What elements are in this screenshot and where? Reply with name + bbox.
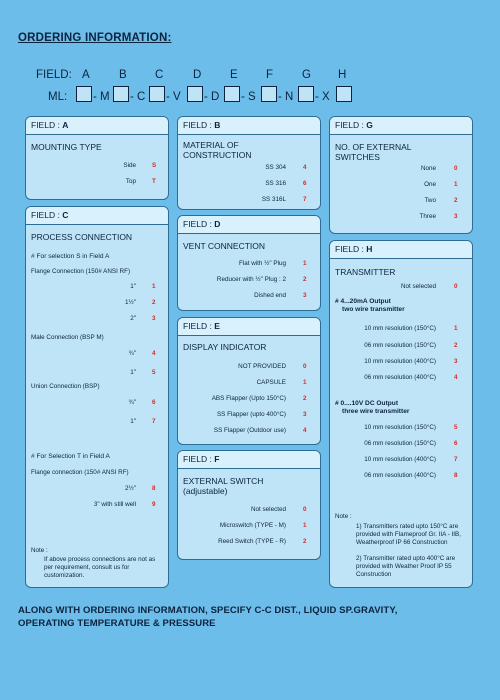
- field-letter: E: [230, 69, 238, 81]
- option-code: 1: [303, 522, 307, 529]
- option-code: S: [152, 162, 157, 169]
- code-box-f[interactable]: [261, 86, 277, 102]
- option-code: 2: [454, 342, 458, 349]
- field-g-title: NO. OF EXTERNAL SWITCHES: [335, 142, 412, 162]
- field-h-title: TRANSMITTER: [335, 267, 396, 277]
- option-code: 7: [303, 196, 307, 203]
- field-g-card: FIELD : G NO. OF EXTERNAL SWITCHES None 0 One 1 Two 2 Three 3: [329, 116, 473, 234]
- option-code: 8: [152, 485, 156, 492]
- code-box-d[interactable]: [187, 86, 203, 102]
- note-label: Note :: [31, 547, 48, 554]
- selection-s-heading: # For selection S in Field A: [31, 253, 110, 260]
- field-letter: C: [155, 69, 164, 81]
- selection-t-heading: # For Selection T in Field A: [31, 453, 110, 460]
- option-code: 3: [303, 411, 307, 418]
- option-code: 1: [152, 283, 156, 290]
- option-code: 9: [152, 501, 156, 508]
- note-text: 1) Transmitters rated upto 150°C are provided with Flameproof Gr. IIA - IIB, Weatherproof IP 66 Construction: [356, 523, 461, 546]
- option-code: 2: [303, 538, 307, 545]
- option-code: 6: [303, 180, 307, 187]
- code-box-a[interactable]: [76, 86, 92, 102]
- flange-heading: Flange Connection (150# ANSI RF): [31, 268, 131, 275]
- option-code: 2: [303, 276, 307, 283]
- union-heading: Union Connection (BSP): [31, 383, 100, 390]
- page-title: ORDERING INFORMATION:: [18, 32, 172, 44]
- option-code: 0: [303, 506, 307, 513]
- field-letter: F: [266, 69, 274, 81]
- option-code: 2: [152, 299, 156, 306]
- field-a-card: FIELD : A MOUNTING TYPE Side S Top T: [25, 116, 169, 200]
- field-h-header: FIELD : H: [330, 241, 472, 259]
- option-code: 3: [152, 315, 156, 322]
- option-code: 2: [303, 395, 307, 402]
- field-h-card: FIELD : H TRANSMITTER Not selected 0 # 4...20mA Output two wire transmitter 10 mm resolution (150°C) 1 06 mm resolution (150°C) 2 10 mm resolution (400°C) 3 06 mm resolution (400°C) 4 # 0....10V DC Output three wire transmitter 10 mm resolution (150°C) 5 06 mm resolution (150°C) 6 10 mm resolution (400°C) 7 06 mm resolution (400°C) 8 Note : 1) Transmitters rated upto 150°C are provided with Flameproof Gr. IIA - IIB, Weatherproof IP 66 Construction 2) Transmitter rated upto 400°C are provided with Weather Proof IP 55 Construction: [329, 240, 473, 588]
- field-letter: D: [193, 69, 202, 81]
- option-code: 5: [454, 424, 458, 431]
- code-box-c[interactable]: [149, 86, 165, 102]
- ml-separator: - S: [241, 91, 256, 103]
- ml-code-row: [0, 86, 500, 106]
- field-c-card: FIELD : C PROCESS CONNECTION # For selection S in Field A Flange Connection (150# ANSI RF) 1" 1 1½" 2 2" 3 Male Connection (BSP M) ¾" 4 1" 5 Union Connection (BSP) ¾" 6 1" 7 # For Selection T in Field A Flange connection (150# ANSI RF) 2½" 8 3" with still well 9 Note : If above process connections are not as per requirement, consult us for customization.: [25, 206, 169, 588]
- ml-separator: - D: [204, 91, 220, 103]
- option-code: 0: [454, 283, 458, 290]
- option-code: 6: [152, 399, 156, 406]
- field-g-header: FIELD : G: [330, 117, 472, 135]
- field-a-header: FIELD : A: [26, 117, 168, 135]
- option-code: T: [152, 178, 156, 185]
- note-text: 2) Transmitter rated upto 400°C are provided with Weather Proof IP 55 Construction: [356, 555, 456, 578]
- code-box-b[interactable]: [113, 86, 129, 102]
- option-code: 1: [303, 379, 307, 386]
- option-code: 3: [303, 292, 307, 299]
- field-f-card: FIELD : F EXTERNAL SWITCH (adjustable) Not selected 0 Microswitch (TYPE - M) 1 Reed Switch (TYPE - R) 2: [177, 450, 321, 560]
- section-heading: # 4...20mA Output: [335, 298, 391, 305]
- field-d-header: FIELD : D: [178, 216, 320, 234]
- field-f-subtitle: (adjustable): [183, 486, 228, 496]
- field-f-header: FIELD : F: [178, 451, 320, 469]
- footer-line: OPERATING TEMPERATURE & PRESSURE: [18, 618, 216, 629]
- field-f-title: EXTERNAL SWITCH: [183, 476, 264, 486]
- field-c-title: PROCESS CONNECTION: [31, 232, 133, 242]
- field-a-title: MOUNTING TYPE: [31, 142, 102, 152]
- field-b-card: FIELD : B MATERIAL OF CONSTRUCTION SS 304 4 SS 316 6 SS 316L 7: [177, 116, 321, 210]
- field-letter: G: [302, 69, 311, 81]
- option-code: 4: [303, 164, 307, 171]
- option-code: 1: [454, 181, 458, 188]
- ml-label: ML:: [48, 91, 68, 103]
- note-label: Note :: [335, 513, 352, 520]
- section-heading: # 0....10V DC Output: [335, 400, 399, 407]
- field-d-title: VENT CONNECTION: [183, 241, 266, 251]
- option-code: 8: [454, 472, 458, 479]
- note-text: If above process connections are not as per requirement, consult us for customization.: [44, 556, 156, 579]
- option-code: 4: [454, 374, 458, 381]
- field-letter: A: [82, 69, 90, 81]
- field-b-header: FIELD : B: [178, 117, 320, 135]
- footer-instructions: [18, 604, 397, 630]
- option-code: 1: [454, 325, 458, 332]
- option-code: 2: [454, 197, 458, 204]
- ml-separator: - M: [93, 91, 110, 103]
- option-code: 0: [303, 363, 307, 370]
- option-code: 7: [152, 418, 156, 425]
- option-code: 0: [454, 165, 458, 172]
- field-letter: B: [119, 69, 127, 81]
- option-code: 3: [454, 213, 458, 220]
- flange-t-heading: Flange connection (150# ANSI RF): [31, 469, 129, 476]
- ml-separator: - V: [166, 91, 181, 103]
- field-b-title: MATERIAL OF CONSTRUCTION: [183, 140, 252, 160]
- footer-line: ALONG WITH ORDERING INFORMATION, SPECIFY C-C DIST., LIQUID SP.GRAVITY,: [18, 605, 398, 616]
- ml-separator: - C: [130, 91, 146, 103]
- code-box-h[interactable]: [336, 86, 352, 102]
- ml-separator: - N: [278, 91, 294, 103]
- field-d-card: FIELD : D VENT CONNECTION Flat with ½" Plug 1 Reducer with ½" Plug : 2 2 Dished end 3: [177, 215, 321, 311]
- code-box-e[interactable]: [224, 86, 240, 102]
- option-code: 7: [454, 456, 458, 463]
- field-letters-row: [0, 69, 500, 83]
- option-code: 5: [152, 369, 156, 376]
- option-code: 4: [152, 350, 156, 357]
- field-e-title: DISPLAY INDICATOR: [183, 342, 267, 352]
- section-subheading: two wire transmitter: [342, 306, 405, 313]
- field-letter: H: [338, 69, 347, 81]
- option-code: 1: [303, 260, 307, 267]
- ml-separator: - X: [315, 91, 330, 103]
- male-heading: Male Connection (BSP M): [31, 334, 104, 341]
- field-e-card: FIELD : E DISPLAY INDICATOR NOT PROVIDED 0 CAPSULE 1 ABS Flapper (Upto 150°C) 2 SS Flapper (upto 400°C) 3 SS Flapper (Outdoor use) 4: [177, 317, 321, 445]
- option-code: 3: [454, 358, 458, 365]
- field-e-header: FIELD : E: [178, 318, 320, 336]
- code-box-g[interactable]: [298, 86, 314, 102]
- option-code: 4: [303, 427, 307, 434]
- section-subheading: three wire transmitter: [342, 408, 410, 415]
- option-code: 6: [454, 440, 458, 447]
- fields-label: FIELD:: [36, 69, 72, 81]
- field-c-header: FIELD : C: [26, 207, 168, 225]
